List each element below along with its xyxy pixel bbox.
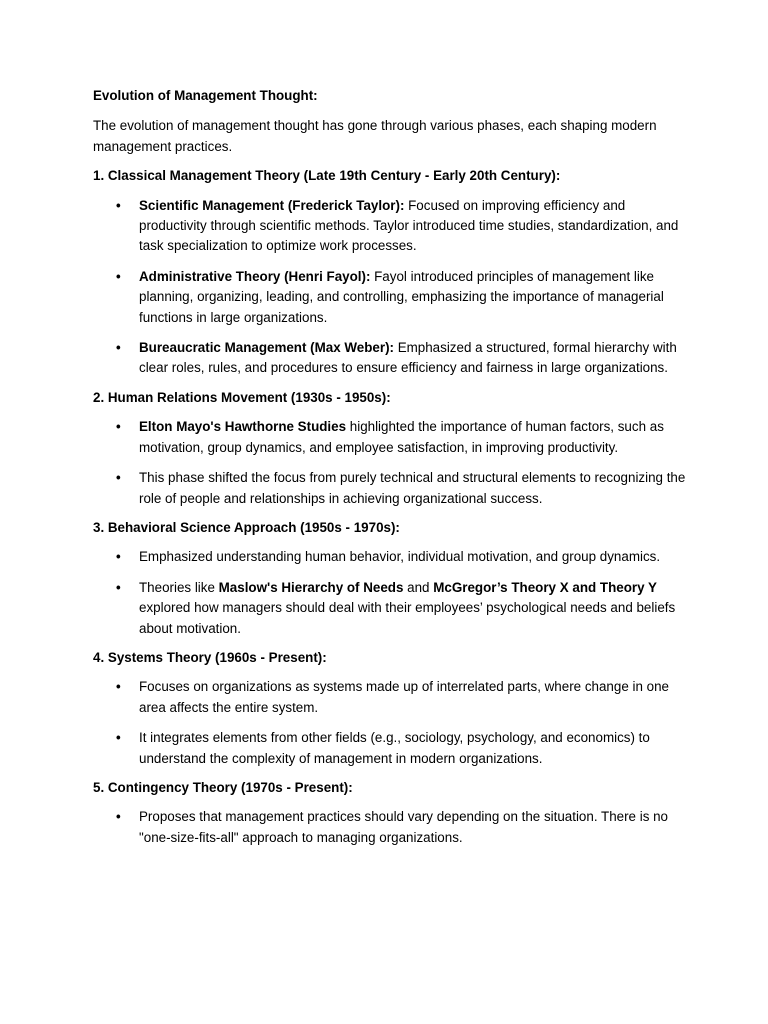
- bullet-item: [116, 807, 688, 848]
- document-title: Evolution of Management Thought:: [93, 88, 318, 103]
- bullet-list: [93, 677, 688, 769]
- bullet-text: This phase shifted the focus from purely technical and structural elements to recognizing the role of people and relationships in achieving organizational success.: [139, 470, 686, 506]
- bullet-text: highlighted the importance of human factors, such as motivation, group dynamics, and employee satisfaction, in improving productivity.: [139, 419, 664, 455]
- bullet-icon: •: [116, 419, 121, 435]
- bullet-list: [93, 547, 688, 639]
- bullet-text: explored how managers should deal with their employees’ psychological needs and beliefs about motivation.: [139, 600, 676, 636]
- bullet-item: [116, 728, 688, 769]
- bold-term: Bureaucratic Management (Max Weber):: [139, 340, 394, 356]
- bullet-icon: •: [116, 470, 121, 486]
- bullet-text: Theories like: [139, 579, 219, 595]
- bullet-icon: •: [116, 268, 121, 284]
- bullet-list: [93, 196, 688, 379]
- bold-term: Administrative Theory (Henri Fayol):: [139, 268, 371, 284]
- bullet-text: Emphasized understanding human behavior, individual motivation, and group dynamics.: [139, 549, 661, 565]
- bullet-icon: •: [116, 549, 121, 565]
- bullet-text: and: [403, 579, 434, 595]
- bullet-icon: •: [116, 340, 121, 356]
- bullet-item: [116, 417, 688, 458]
- bullet-icon: •: [116, 579, 121, 595]
- bold-term: Elton Mayo's Hawthorne Studies: [139, 419, 347, 435]
- bullet-text: Focuses on organizations as systems made up of interrelated parts, where change in one area affects the entire system.: [139, 679, 669, 715]
- bullet-list: [93, 417, 688, 509]
- bullet-icon: •: [116, 679, 121, 695]
- bullet-icon: •: [116, 809, 121, 825]
- section-heading: 3. Behavioral Science Approach (1950s - 1970s):: [93, 519, 400, 535]
- bullet-text: Proposes that management practices should vary depending on the situation. There is no "one-size-fits-all" approach to managing organizations.: [139, 809, 669, 845]
- bullet-item: [116, 338, 688, 379]
- bullet-item: [116, 468, 688, 509]
- sections-container: [93, 166, 688, 848]
- section-heading: 2. Human Relations Movement (1930s - 1950s):: [93, 389, 391, 405]
- intro-paragraph: The evolution of management thought has gone through various phases, each shaping modern management practices.: [93, 118, 657, 154]
- bold-term: Scientific Management (Frederick Taylor):: [139, 197, 405, 213]
- bullet-icon: •: [116, 197, 121, 213]
- bullet-list: [93, 807, 688, 848]
- bullet-item: [116, 267, 688, 328]
- bullet-text: Emphasized a structured, formal hierarchy with clear roles, rules, and procedures to ensure efficiency and fairness in large organizations.: [139, 340, 677, 376]
- bullet-icon: •: [116, 730, 121, 746]
- bullet-item: [116, 578, 688, 639]
- bullet-item: [116, 677, 688, 718]
- bullet-item: [116, 196, 688, 257]
- section-heading: 5. Contingency Theory (1970s - Present):: [93, 779, 353, 795]
- section-heading: 4. Systems Theory (1960s - Present):: [93, 649, 327, 665]
- bullet-item: [116, 547, 688, 567]
- bullet-text: Fayol introduced principles of management like planning, organizing, leading, and controlling, emphasizing the importance of managerial functions in large organizations.: [139, 268, 664, 325]
- bold-term: McGregor’s Theory X and Theory Y: [433, 579, 657, 595]
- section-heading: 1. Classical Management Theory (Late 19th Century - Early 20th Century):: [93, 168, 561, 184]
- bullet-text: Focused on improving efficiency and productivity through scientific methods. Taylor introduced time studies, standardization, and task specialization to optimize work processes.: [139, 197, 679, 254]
- bold-term: Maslow's Hierarchy of Needs: [218, 579, 404, 595]
- bullet-text: It integrates elements from other fields (e.g., sociology, psychology, and economics) to understand the complexity of management in modern organizations.: [139, 730, 650, 766]
